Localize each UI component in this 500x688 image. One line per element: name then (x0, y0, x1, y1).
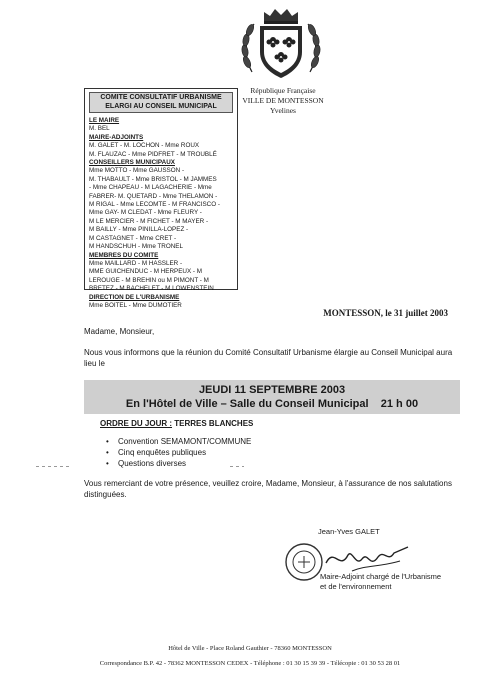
footer-contact: Correspondance B.P. 42 - 78362 MONTESSON CEDEX - Téléphone : 01 30 15 39 39 - Télécopie : 01 30 53 28 01 (99, 660, 401, 667)
letter-date: MONTESSON, le 31 juillet 2003 (323, 308, 448, 318)
councillors-line: M LE MERCIER - M FICHET - M MAYER - (89, 217, 209, 225)
agenda-label: ORDRE DU JOUR : (100, 419, 173, 428)
members-line: Mme MAILLARD - M HASSLER - (89, 259, 183, 267)
meeting-location: En l'Hôtel de Ville – Salle du Conseil Municipal 21 h 00 (125, 398, 419, 410)
agenda-title (100, 419, 253, 428)
signer-role-line2: et de l'environnement (320, 581, 392, 591)
councillors-line: Mme GAY- M CLEDAT - Mme FLEURY - (89, 209, 202, 217)
councillors-line: M BAILLY - Mme PINILLA-LOPEZ - (89, 226, 189, 234)
mayor-name: M. BEL (89, 125, 110, 133)
councillors-heading: CONSEILLERS MUNICIPAUX (89, 159, 175, 167)
signer-name: Jean-Yves GALET (318, 527, 380, 536)
agenda-list (118, 436, 251, 469)
agenda-item: • Cinq enquêtes publiques (118, 447, 251, 458)
councillors-line: M RIGAL - Mme LECOMTE - M FRANCISCO - (89, 201, 220, 209)
deputies-line: M. GALET - M. LOCHON - Mme ROUX (89, 142, 200, 150)
agenda-item: • Questions diverses (118, 458, 251, 469)
members-line: BRETEZ - M BACHELET - M LOWENSTEIN (89, 285, 214, 293)
handwritten-signature (322, 541, 412, 575)
deputies-heading: MAIRE-ADJOINTS (89, 133, 144, 141)
meeting-banner (84, 380, 460, 414)
mayor-heading: LE MAIRE (89, 117, 120, 124)
greeting: Madame, Monsieur, (84, 327, 155, 336)
closing-paragraph: Vous remerciant de votre présence, veuillez croire, Madame, Monsieur, à l'assurance de nos salutations distinguées. (84, 479, 452, 499)
direction-heading: DIRECTION DE L'URBANISME (89, 293, 180, 301)
councillors-line: M HANDSCHUH - Mme TRONEL (89, 243, 183, 251)
intro-paragraph: Nous vous informons que la réunion du Comité Consultatif Urbanisme élargie au Conseil Municipal aura lieu le (84, 348, 453, 368)
meeting-date: JEUDI 11 SEPTEMBRE 2003 (198, 384, 346, 396)
committee-title (89, 92, 233, 113)
members-heading: MEMBRES DU COMITE (89, 251, 159, 259)
signer-role (320, 572, 441, 591)
city-crest-logo (238, 6, 324, 86)
republic-header (228, 86, 338, 116)
committee-title-line2: ELARGI AU CONSEIL MUNICIPAL (105, 102, 217, 110)
direction-names: Mme BOITEL - Mme DUMOTIER (89, 301, 182, 309)
councillors-line: M CASTAGNET - Mme CRET - (89, 234, 177, 242)
department-name: Yvelines (270, 106, 296, 115)
official-stamp (284, 542, 324, 582)
deputies-line: M. FLAUZAC - Mme PIDFRET - M TROUBLÉ (89, 150, 217, 158)
agenda-item: • Convention SEMAMONT/COMMUNE (118, 436, 251, 447)
councillors-line: M. THABAULT - Mme BRISTOL - M JAMMES (89, 175, 217, 183)
committee-title-line1: COMITE CONSULTATIF URBANISME (100, 94, 222, 101)
members-line: LEROUGE - M BREHIN ou M PIMONT - M (89, 276, 209, 284)
fold-mark (230, 466, 244, 467)
republic-text: République Française (250, 86, 316, 95)
signer-role-line1: Maire-Adjoint chargé de l'Urbanisme (320, 572, 442, 581)
agenda-topic: TERRES BLANCHES (174, 419, 254, 428)
councillors-line: - Mme CHAPEAU - M LAGACHERIE - Mme (89, 184, 212, 192)
fold-mark (36, 466, 72, 467)
councillors-line: Mme MOTTO - Mme GAUSSON - (89, 167, 185, 175)
committee-box (84, 88, 238, 309)
members-line: MME GUICHENDUC - M HERPEUX - M (89, 268, 202, 276)
councillors-line: FABRER- M. QUETARD - Mme THELAMON - (89, 192, 218, 200)
city-name: VILLE DE MONTESSON (242, 96, 324, 105)
footer-address: Hôtel de Ville - Place Roland Gauthier - 78360 MONTESSON (168, 645, 332, 652)
